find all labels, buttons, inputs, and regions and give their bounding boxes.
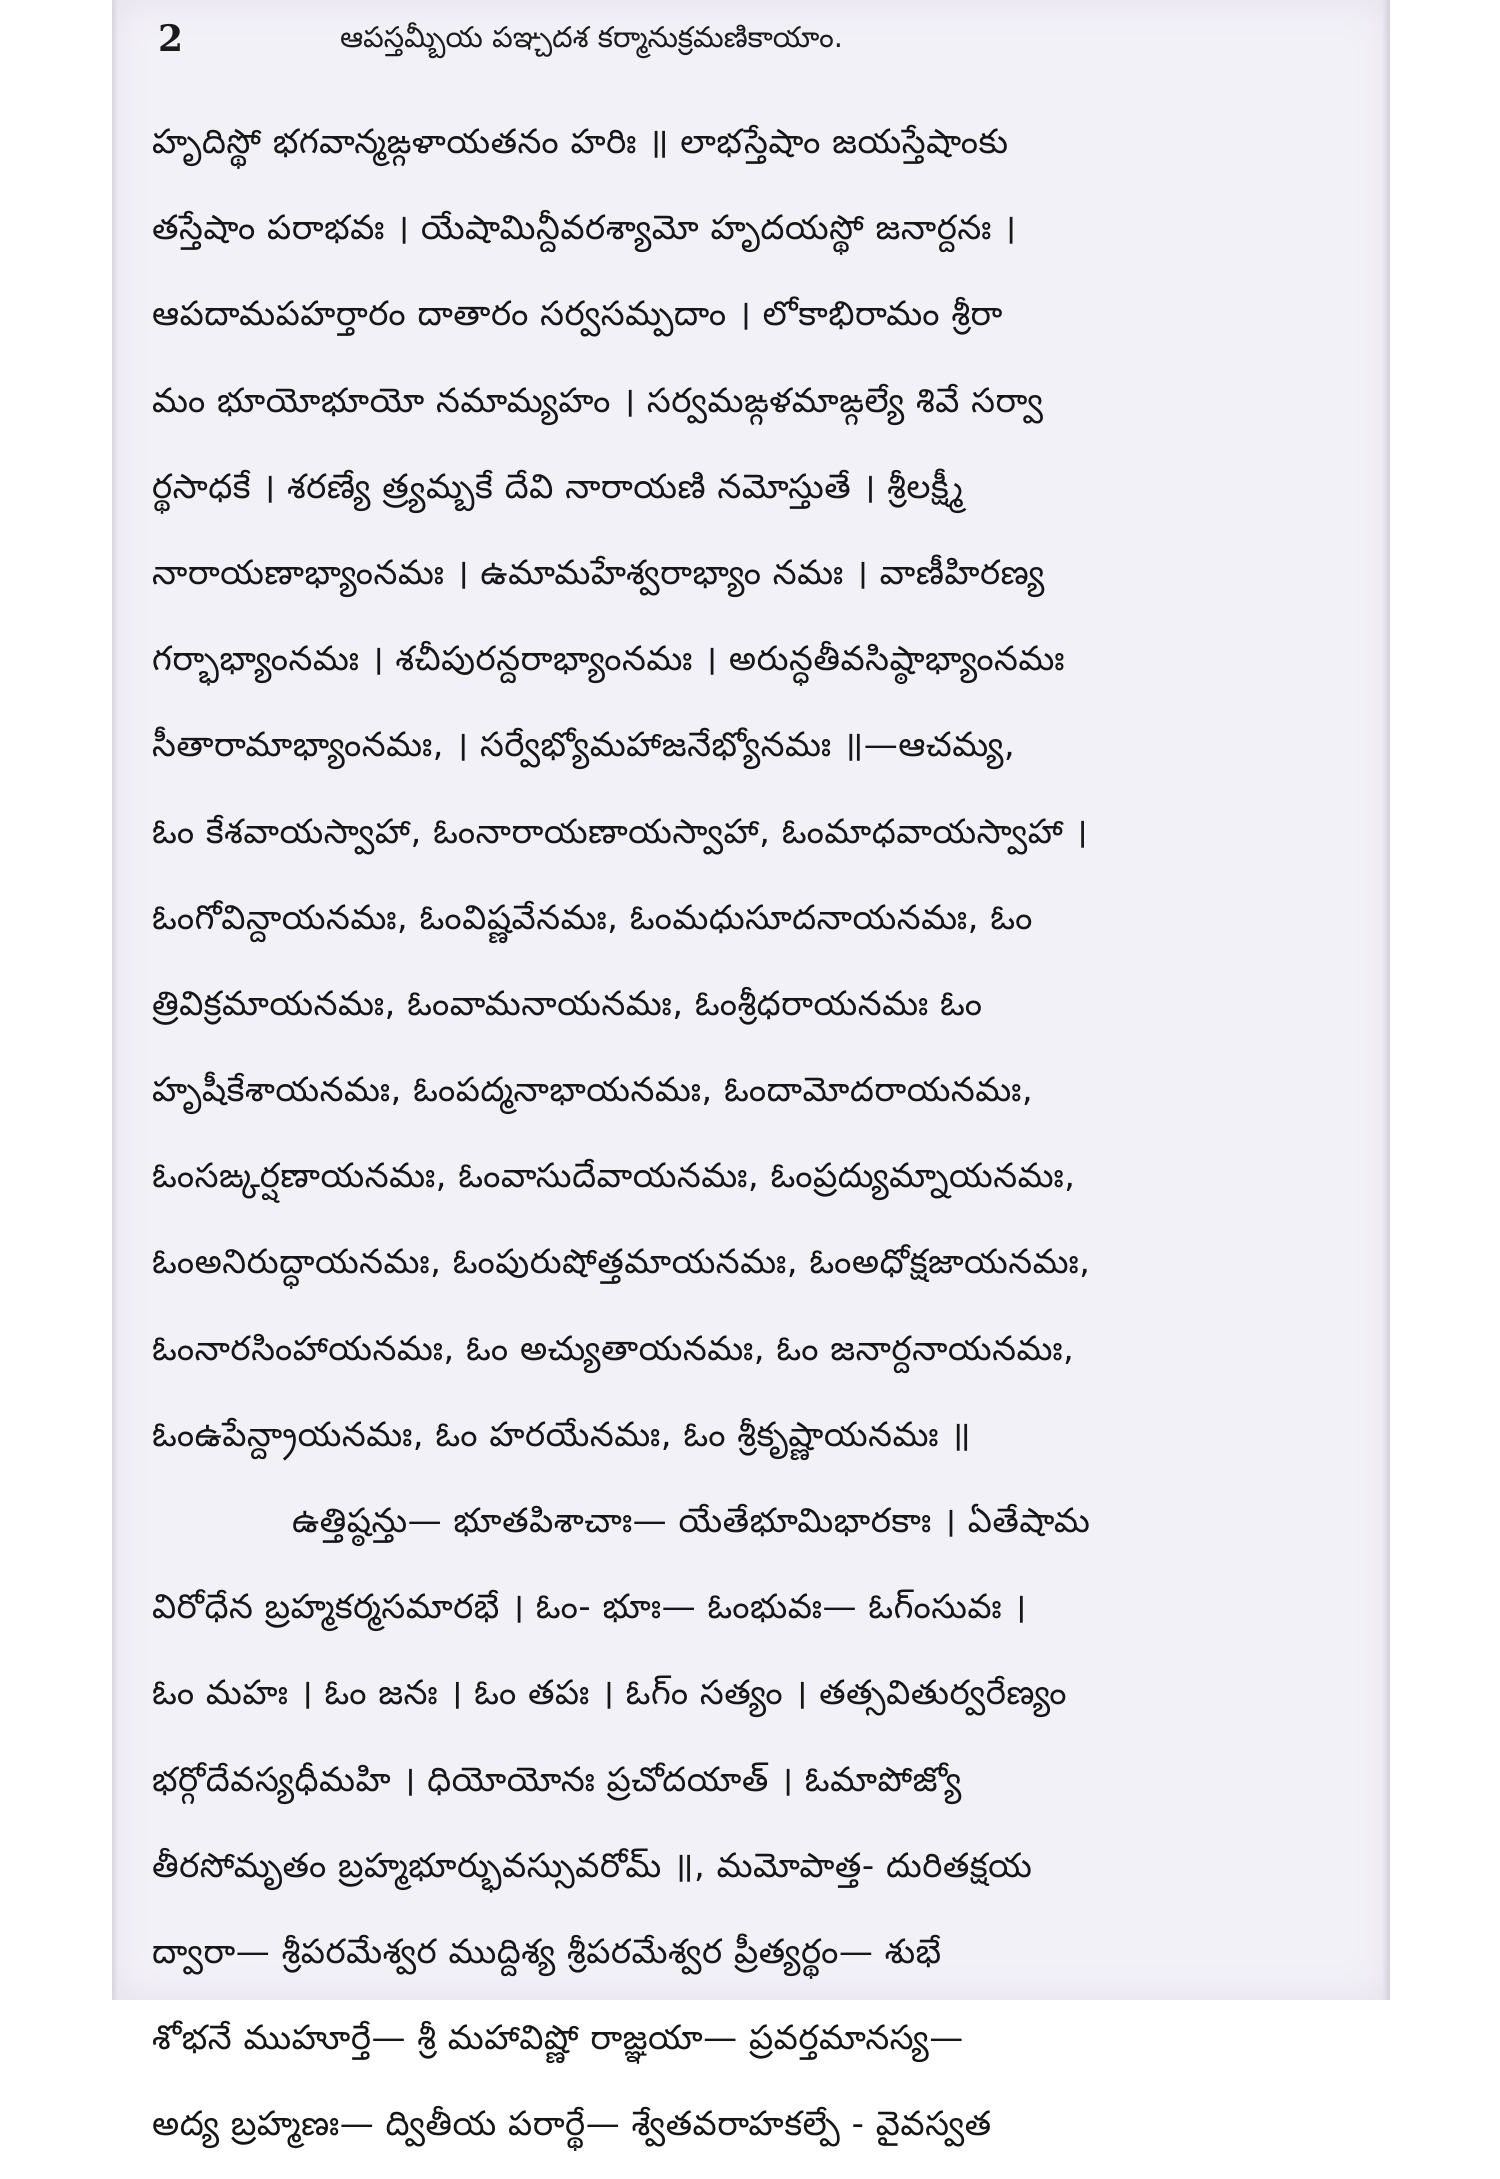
- text-line: ఓంనారసింహాయనమః, ఓం అచ్యుతాయనమః, ఓం జనార్దనాయనమః,: [152, 1328, 1075, 1369]
- text-line: ఓంగోవిన్దాయనమః, ఓంవిష్ణవేనమః, ఓంమధుసూదనాయనమః, ఓం: [152, 897, 1033, 938]
- running-head: ఆపస్తమ్బీయ పఞ్చదశ కర్మానుక్రమణికాయాం.: [340, 20, 843, 54]
- page-header: [150, 14, 1330, 70]
- text-line: హృదిస్థో భగవాన్మఙ్గళాయతనం హరిః ॥ లాభస్తేషాం జయస్తేషాంకు: [152, 122, 1009, 162]
- text-line: సీతారామాభ్యాంనమః, । సర్వేభ్యోమహాజనేభ్యోనమః ॥—ఆచమ్య,: [152, 725, 1016, 766]
- text-line: గర్భాభ్యాంనమః । శచీపురన్దరాభ్యాంనమః । అరున్ధతీవసిష్ఠాభ్యాంనమః: [152, 639, 1065, 680]
- text-line-indented: ఉత్తిష్ఠన్తు— భూతపిశాచాః— యేతేభూమిభారకాః । ఏతేషామ: [292, 1501, 1091, 1541]
- text-line: ఓం మహః । ఓం జనః । ఓం తపః । ఓగ్ం సత్యం । తత్సవితుర్వరేణ్యం: [152, 1673, 1068, 1714]
- text-line: భర్గోదేవస్యధీమహి । ధియోయోనః ప్రచోదయాత్ । ఓమాపోజ్యో: [152, 1759, 962, 1800]
- body-text: [152, 110, 1332, 2179]
- text-line: ఓంసఙ్కర్షణాయనమః, ఓంవాసుదేవాయనమః, ఓంప్రద్యుమ్నాయనమః,: [152, 1156, 1076, 1197]
- text-line: ఓం కేశవాయస్వాహా, ఓంనారాయణాయస్వాహా, ఓంమాధవాయస్వాహా ।: [152, 811, 1089, 852]
- text-line: విరోధేన బ్రహ్మకర్మసమారభే । ఓం- భూః— ఓంభువః— ఓగ్ంసువః ।: [152, 1587, 1027, 1628]
- text-line: తస్తేషాం పరాభవః । యేషామిన్దీవరశ్యామో హృదయస్థో జనార్దనః ।: [152, 208, 1017, 249]
- page-edge-left: [112, 0, 118, 2000]
- text-line: అద్య బ్రహ్మణః— ద్వితీయ పరార్థే— శ్వేతవరాహకల్పే - వైవస్వత: [152, 2104, 992, 2145]
- text-line: ఓంఉపేన్ద్రాయనమః, ఓం హరయేనమః, ఓం శ్రీకృష్ణాయనమః ॥: [152, 1414, 972, 1455]
- page-number: 2: [158, 18, 184, 60]
- text-line: ర్థసాధకే । శరణ్యే త్ర్యమ్బకే దేవి నారాయణి నమోస్తుతే । శ్రీలక్ష్మీ: [152, 466, 964, 507]
- text-line: మం భూయోభూయో నమామ్యహం । సర్వమఙ్గళమాఙ్గల్యే శివే సర్వా: [152, 380, 1044, 421]
- text-line: ఓంఅనిరుద్ధాయనమః, ఓంపురుషోత్తమాయనమః, ఓంఅధోక్షజాయనమః,: [152, 1242, 1091, 1283]
- page-edge-right: [1382, 0, 1390, 2000]
- text-line: నారాయణాభ్యాంనమః । ఉమామహేశ్వరాభ్యాం నమః । వాణీహిరణ్య: [152, 552, 1045, 593]
- text-line: హృషీకేశాయనమః, ఓంపద్మనాభాయనమః, ఓందామోదరాయనమః,: [152, 1070, 1034, 1111]
- text-line: త్రివిక్రమాయనమః, ఓంవామనాయనమః, ఓంశ్రీధరాయనమః ఓం: [152, 983, 983, 1024]
- text-line: ఆపదామపహర్తారం దాతారం సర్వసమ్పదాం । లోకాభిరామం శ్రీరా: [152, 294, 1003, 335]
- text-line: ద్వారా— శ్రీపరమేశ్వర ముద్దిశ్య శ్రీపరమేశ్వర ప్రీత్యర్థం— శుభే: [152, 1931, 942, 1972]
- text-line: తీరసోమృతం బ్రహ్మభూర్భువస్సువరోమ్ ॥, మమోపాత్త- దురితక్షయ: [152, 1845, 1033, 1886]
- text-line: శోభనే ముహూర్తే— శ్రీ మహావిష్ణో రాజ్ఞయా— ప్రవర్తమానస్య—: [152, 2018, 964, 2059]
